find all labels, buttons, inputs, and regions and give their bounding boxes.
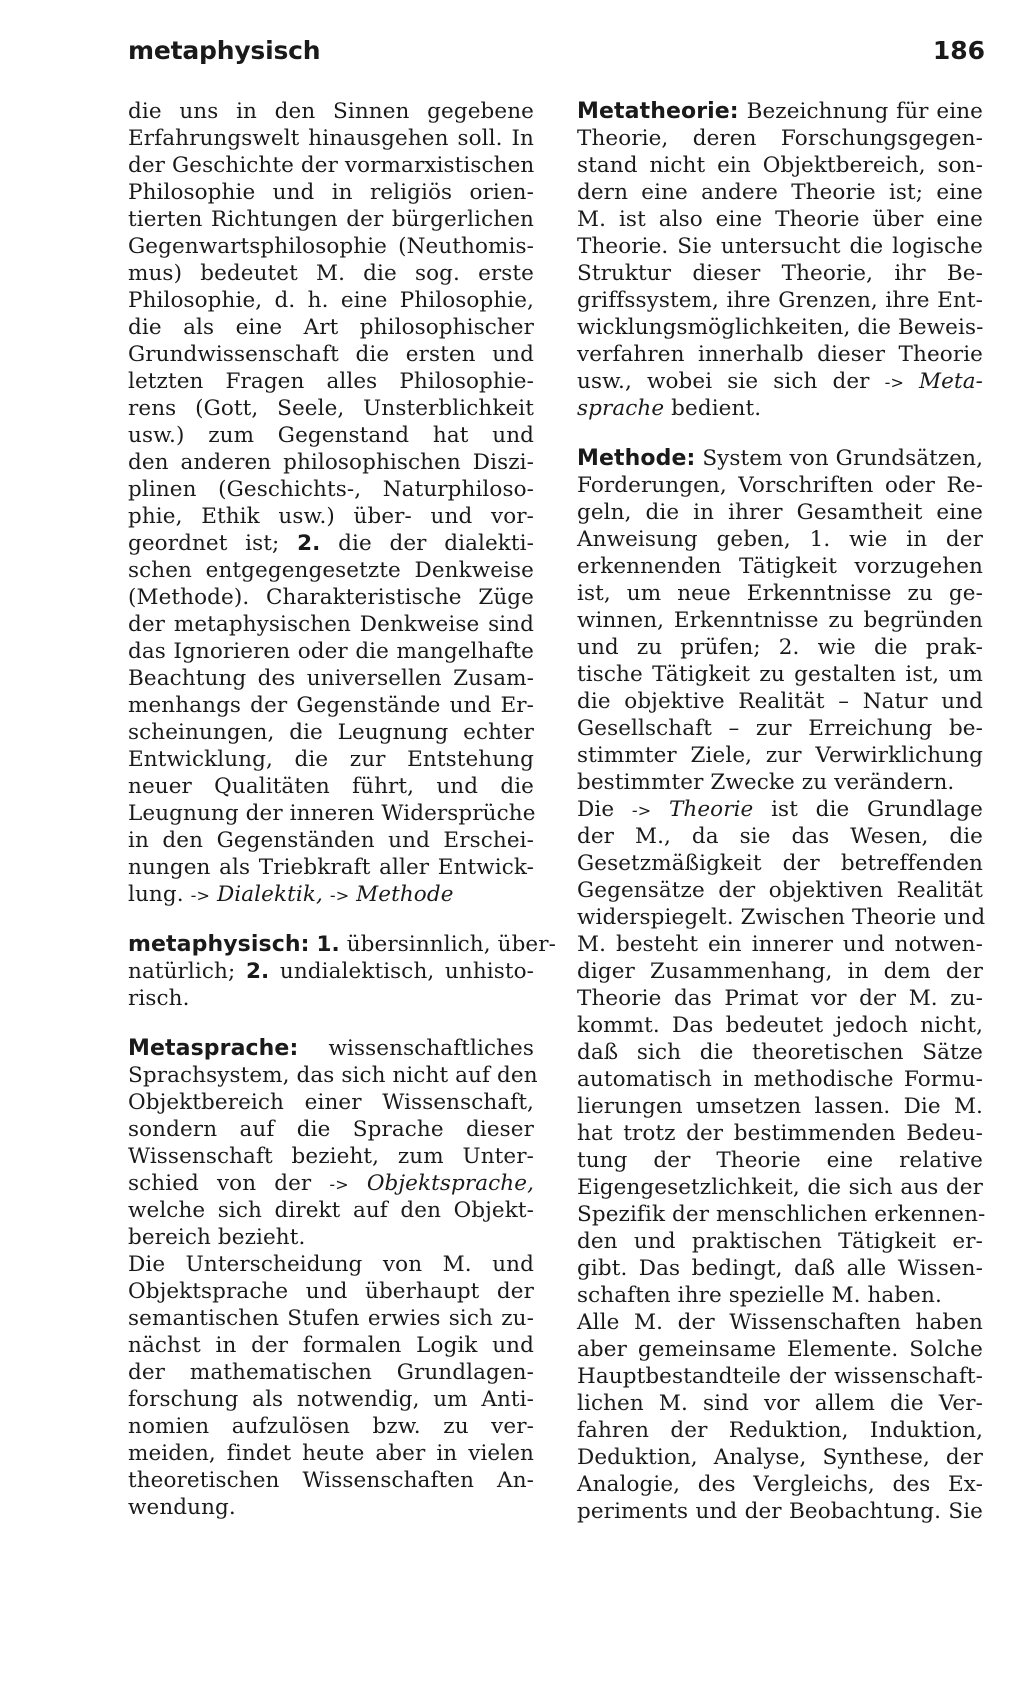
text-line: Theorie, deren Forschungsgegen-	[577, 126, 983, 151]
text-line: aber gemeinsame Elemente. Solche	[577, 1337, 983, 1362]
page-header	[128, 36, 985, 80]
text-line: usw.) zum Gegenstand hat und	[128, 423, 534, 448]
text-line: plinen (Geschichts-, Naturphiloso-	[128, 477, 534, 502]
text-line: stimmter Ziele, zur Verwirklichung	[577, 743, 983, 768]
cross-reference-link[interactable]: Objektsprache,	[366, 1171, 534, 1196]
text-line: Entwicklung, die zur Entstehung	[128, 747, 534, 772]
entry-spacer	[128, 908, 534, 931]
line-text: schied von der	[128, 1171, 312, 1196]
text-line: semantischen Stufen erwies sich zu-	[128, 1306, 534, 1331]
text-line: mus) bedeutet M. die sog. erste	[128, 261, 534, 286]
entry-metasprache	[128, 1035, 538, 1521]
text-line: rens (Gott, Seele, Unsterblichkeit	[128, 396, 534, 421]
line-text: ist die Grundlage	[771, 797, 983, 822]
text-line: scheinungen, die Leugnung echter	[128, 720, 534, 745]
text-line: automatisch in methodische Formu-	[577, 1067, 983, 1092]
text-line: Theorie. Sie untersucht die logische	[577, 234, 983, 259]
sense-number: 1.	[316, 932, 340, 957]
text-line: das Ignorieren oder die mangelhafte	[128, 639, 534, 664]
page-number: 186	[932, 36, 985, 65]
line-text: Die	[577, 797, 615, 822]
text-line	[128, 1035, 534, 1062]
text-line: die als eine Art philosophischer	[128, 315, 534, 340]
text-line: bereich bezieht.	[128, 1225, 306, 1250]
left-column	[128, 98, 557, 1521]
text-line: kommt. Das bedeutet jedoch nicht,	[577, 1013, 983, 1038]
text-line: Gesetzmäßigkeit der betreffenden	[577, 851, 983, 876]
text-line: und zu prüfen; 2. wie die prak-	[577, 635, 983, 660]
text-line: Gegenwartsphilosophie (Neuthomis-	[128, 234, 534, 259]
text-line	[577, 445, 983, 472]
text-line	[577, 98, 983, 125]
text-line: M. besteht ein innerer und notwen-	[577, 932, 983, 957]
text-line: erkennenden Tätigkeit vorzugehen	[577, 554, 983, 579]
text-line: verfahren innerhalb dieser Theorie	[577, 342, 983, 367]
line-text: bedient.	[671, 396, 762, 421]
text-line: Die Unterscheidung von M. und	[128, 1252, 534, 1277]
entry-spacer	[577, 422, 983, 445]
text-line: Sprachsystem, das sich nicht auf den	[128, 1063, 538, 1088]
text-line: Anweisung geben, 1. wie in der	[577, 527, 983, 552]
text-line: in den Gegenständen und Erschei-	[128, 828, 534, 853]
cross-reference-arrow-icon: ->	[631, 801, 652, 820]
line-text: wissenschaftliches	[328, 1036, 534, 1061]
line-text: undialektisch, unhisto-	[279, 959, 535, 984]
entry-spacer	[128, 1012, 534, 1035]
text-line: Analogie, des Vergleichs, des Ex-	[577, 1472, 983, 1497]
text-line: Forderungen, Vorschriften oder Re-	[577, 473, 983, 498]
cross-reference-link[interactable]: Meta-	[919, 369, 984, 394]
entry-metaphysik-continuation	[128, 98, 534, 908]
text-line: tierten Richtungen der bürgerlichen	[128, 207, 534, 232]
entry-metaphysisch	[128, 931, 557, 1012]
text-line: (Methode). Charakteristische Züge	[128, 585, 534, 610]
text-line: nomien aufzulösen bzw. zu ver-	[128, 1414, 534, 1439]
sense-number: 2.	[245, 959, 270, 984]
text-line: die uns in den Sinnen gegebene	[128, 99, 534, 124]
sense-number: 2.	[297, 531, 321, 556]
line-text: geordnet ist;	[128, 531, 280, 556]
text-line	[577, 395, 983, 422]
line-text: natürlich;	[128, 959, 236, 984]
text-line: fahren der Reduktion, Induktion,	[577, 1418, 983, 1443]
text-line: schen entgegengesetzte Denkweise	[128, 558, 534, 583]
headword: metaphysisch:	[128, 932, 310, 957]
text-line: den anderen philosophischen Diszi-	[128, 450, 534, 475]
line-text: System von Grundsätzen,	[702, 446, 984, 471]
text-line: Deduktion, Analyse, Synthese, der	[577, 1445, 983, 1470]
text-line: ist, um neue Erkenntnisse zu ge-	[577, 581, 983, 606]
right-column	[577, 98, 986, 1525]
text-line: Gegensätze der objektiven Realität	[577, 878, 983, 903]
cross-reference-link[interactable]: Dialektik,	[216, 882, 323, 907]
text-line: der mathematischen Grundlagen-	[128, 1360, 534, 1385]
text-line: Objektsprache und überhaupt der	[128, 1279, 534, 1304]
text-line: wendung.	[128, 1495, 236, 1520]
text-line: der Geschichte der vormarxistischen	[128, 153, 535, 178]
text-line: Leugnung der inneren Widersprüche	[128, 801, 536, 826]
text-line: die objektive Realität – Natur und	[577, 689, 983, 714]
text-line: Philosophie, d. h. eine Philosophie,	[128, 288, 534, 313]
text-line: periments und der Beobachtung. Sie	[577, 1499, 983, 1524]
text-line: Spezifik der menschlichen erkennen-	[577, 1202, 986, 1227]
text-line: neuer Qualitäten führt, und die	[128, 774, 534, 799]
text-line: den und praktischen Tätigkeit er-	[577, 1229, 983, 1254]
text-line	[128, 530, 534, 557]
text-line: tung der Theorie eine relative	[577, 1148, 983, 1173]
text-line: dern eine andere Theorie ist; eine	[577, 180, 983, 205]
text-line: der M., da sie das Wesen, die	[577, 824, 983, 849]
text-line: Wissenschaft bezieht, zum Unter-	[128, 1144, 534, 1169]
text-line: Erfahrungswelt hinausgehen soll. In	[128, 126, 534, 151]
text-line: daß sich die theoretischen Sätze	[577, 1040, 983, 1065]
text-line: winnen, Erkenntnisse zu begründen	[577, 608, 983, 633]
text-line	[577, 796, 983, 823]
entry-methode	[577, 445, 986, 1525]
text-line	[577, 368, 983, 395]
text-line: widerspiegelt. Zwischen Theorie und	[577, 905, 986, 930]
text-line: Objektbereich einer Wissenschaft,	[128, 1090, 534, 1115]
text-line: hat trotz der bestimmenden Bedeu-	[577, 1121, 983, 1146]
headword: Metasprache:	[128, 1036, 299, 1061]
text-line: der metaphysischen Denkweise sind	[128, 612, 534, 637]
text-line: bestimmter Zwecke zu verändern.	[577, 770, 955, 795]
text-line: nungen als Triebkraft aller Entwick-	[128, 855, 534, 880]
headword: Methode:	[577, 446, 696, 471]
text-line	[128, 958, 534, 985]
text-line: Hauptbestandteile der wissenschaft-	[577, 1364, 983, 1389]
text-line: Grundwissenschaft die ersten und	[128, 342, 534, 367]
text-line: Philosophie und in religiös orien-	[128, 180, 534, 205]
text-line: Beachtung des universellen Zusam-	[128, 666, 534, 691]
cross-reference-arrow-icon: ->	[329, 886, 350, 905]
text-line: phie, Ethik usw.) über- und vor-	[128, 504, 534, 529]
text-line	[128, 881, 534, 908]
text-line: Alle M. der Wissenschaften haben	[577, 1310, 983, 1335]
text-line: letzten Fragen alles Philosophie-	[128, 369, 534, 394]
cross-reference-link[interactable]: Methode	[356, 882, 454, 907]
text-line: Struktur dieser Theorie, ihr Be-	[577, 261, 983, 286]
text-line: griffssystem, ihre Grenzen, ihre Ent-	[577, 288, 983, 313]
text-line: schaften ihre spezielle M. haben.	[577, 1283, 942, 1308]
line-text: übersinnlich, über-	[346, 932, 557, 957]
running-head: metaphysisch	[128, 36, 321, 65]
line-text: lung.	[128, 882, 184, 907]
text-line: diger Zusammenhang, in dem der	[577, 959, 983, 984]
text-line: risch.	[128, 986, 190, 1011]
text-line: sondern auf die Sprache dieser	[128, 1117, 534, 1142]
text-line: M. ist also eine Theorie über eine	[577, 207, 983, 232]
text-line: Theorie das Primat vor der M. zu-	[577, 986, 983, 1011]
text-line: forschung als notwendig, um Anti-	[128, 1387, 534, 1412]
text-line: stand nicht ein Objektbereich, son-	[577, 153, 983, 178]
text-line: wicklungsmöglichkeiten, die Beweis-	[577, 315, 984, 340]
entry-metatheorie	[577, 98, 983, 422]
text-line: lierungen umsetzen lassen. Die M.	[577, 1094, 983, 1119]
line-text: Bezeichnung für eine	[746, 99, 983, 124]
text-line: theoretischen Wissenschaften An-	[128, 1468, 534, 1493]
line-text: die der dialekti-	[338, 531, 534, 556]
cross-reference-arrow-icon: ->	[190, 886, 210, 905]
headword: Metatheorie:	[577, 99, 739, 124]
text-line	[128, 931, 557, 958]
cross-reference-link[interactable]: Theorie	[668, 797, 754, 822]
text-line: tische Tätigkeit zu gestalten ist, um	[577, 662, 983, 687]
text-line: Eigengesetzlichkeit, die sich aus der	[577, 1175, 983, 1200]
cross-reference-link[interactable]: sprache	[577, 396, 665, 421]
text-line: welche sich direkt auf den Objekt-	[128, 1198, 534, 1223]
cross-reference-arrow-icon: ->	[329, 1175, 349, 1194]
text-line: Gesellschaft – zur Erreichung be-	[577, 716, 983, 741]
text-line: lichen M. sind vor allem die Ver-	[577, 1391, 983, 1416]
text-line: meiden, findet heute aber in vielen	[128, 1441, 534, 1466]
text-line: nächst in der formalen Logik und	[128, 1333, 534, 1358]
text-line	[128, 1170, 534, 1197]
text-line: menhangs der Gegenstände und Er-	[128, 693, 534, 718]
text-line: geln, die in ihrer Gesamtheit eine	[577, 500, 983, 525]
line-text: usw., wobei sie sich der	[577, 369, 870, 394]
text-line: gibt. Das bedingt, daß alle Wissen-	[577, 1256, 983, 1281]
cross-reference-arrow-icon: ->	[884, 373, 904, 392]
